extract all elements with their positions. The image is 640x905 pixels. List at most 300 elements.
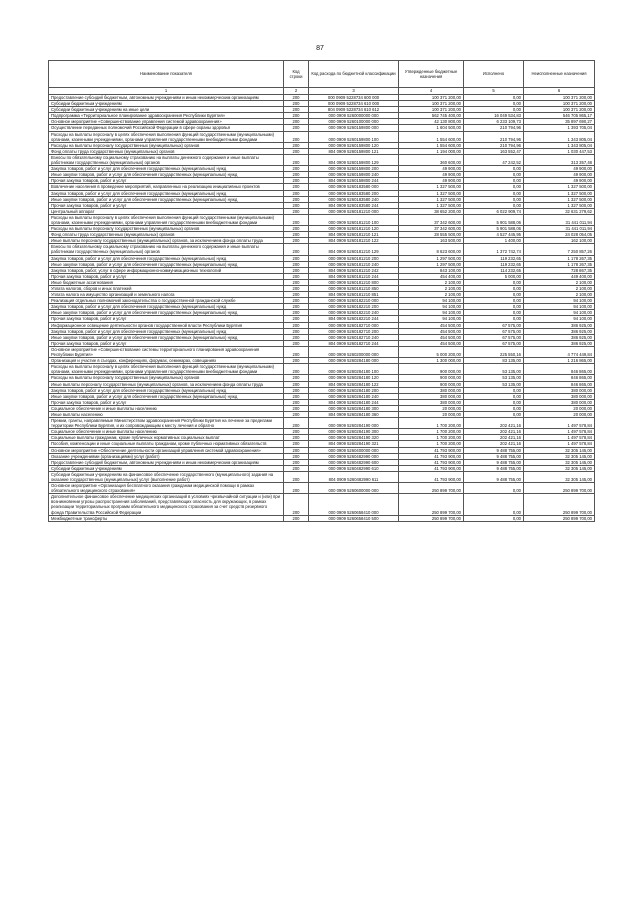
row-budget-code: 804 0909 5260181210 129 [309, 244, 399, 255]
row-budget-code: 000 0909 5260181210 850 [309, 286, 399, 292]
table-row [49, 471, 595, 482]
row-approved: 1 327 500,00 [399, 202, 464, 208]
row-name: Взносы по обязательному социальному страхованию на выплаты денежного содержания и иные выплаты работникам государственных (муниципальных) органов [49, 154, 284, 165]
row-approved: 360 600,00 [399, 154, 464, 165]
column-number: 2 [284, 88, 309, 95]
table-body [49, 95, 595, 522]
row-executed: 0,00 [464, 279, 524, 285]
row-name: Премии, гранты, направляемые Министерством здравоохранения Республики Бурятия на лечение за пределами территории Республики Бурятия, и их сопровождающим к месту лечения и обратно [49, 418, 284, 429]
row-budget-code: 000 0909 5260482990 610 [309, 465, 399, 471]
table-header-row [49, 61, 595, 88]
row-unexecuted: 32 305 145,00 [524, 471, 595, 482]
row-executed: 67 575,00 [464, 322, 524, 328]
row-executed: 0,00 [464, 95, 524, 101]
row-unexecuted: 846 865,00 [524, 375, 595, 381]
row-name: Расходы на выплаты персоналу в целях обеспечения выполнения функций государственными (муниципальными) органами, казенными учреждениями, органами управления государственными внебюджетными фондами [49, 214, 284, 225]
row-budget-code: 000 0909 5260182710 240 [309, 334, 399, 340]
row-line-code: 200 [284, 453, 309, 459]
row-executed: 1 400,00 [464, 238, 524, 244]
row-line-code: 200 [284, 232, 309, 238]
row-name: Вовлечение населения в проведение мероприятий, направленных на реализацию инициативных проектов [49, 184, 284, 190]
row-unexecuted: 1 216 865,00 [524, 358, 595, 364]
row-unexecuted: 1 327 500,00 [524, 196, 595, 202]
row-name: Иные закупки товаров, работ и услуг для обеспечения государственных (муниципальных) нужд [49, 261, 284, 267]
row-approved: 1 554 600,00 [399, 131, 464, 142]
row-executed: 0,00 [464, 316, 524, 322]
table-row [49, 494, 595, 515]
row-approved: 38 652 200,00 [399, 208, 464, 214]
row-line-code: 200 [284, 358, 309, 364]
row-name: Подпрограмма «Территориальное планирование здравоохранения Республики Бурятия» [49, 113, 284, 119]
row-unexecuted: 1 393 705,04 [524, 125, 595, 131]
row-approved: 900 000,00 [399, 375, 464, 381]
row-executed: 9 488 755,00 [464, 465, 524, 471]
row-executed: 210 794,96 [464, 131, 524, 142]
row-executed: 0,00 [464, 101, 524, 107]
row-budget-code: 000 0909 5228734 610 000 [309, 101, 399, 107]
row-unexecuted: 24 028 054,05 [524, 232, 595, 238]
row-unexecuted: 386 925,00 [524, 322, 595, 328]
header-executed: Исполнено [464, 61, 524, 88]
row-line-code: 200 [284, 255, 309, 261]
row-budget-code: 000 0909 5260284180 000 [309, 358, 399, 364]
row-executed: 0,00 [464, 310, 524, 316]
row-unexecuted: 31 441 011,94 [524, 226, 595, 232]
row-unexecuted: 313 357,48 [524, 154, 595, 165]
row-approved: 49 900,00 [399, 166, 464, 172]
row-approved: 49 900,00 [399, 172, 464, 178]
row-line-code: 200 [284, 184, 309, 190]
row-approved: 843 100,00 [399, 267, 464, 273]
row-name: Осуществление переданных полномочий Российской Федерации в сфере охраны здоровья [49, 125, 284, 131]
row-unexecuted: 7 250 857,26 [524, 244, 595, 255]
row-unexecuted: 1 327 500,00 [524, 202, 595, 208]
header-unexecuted: Неисполненные назначения [524, 61, 595, 88]
row-line-code: 200 [284, 273, 309, 279]
row-approved: 37 342 600,00 [399, 214, 464, 225]
row-name: Прочая закупка товаров, работ и услуг [49, 399, 284, 405]
row-executed: 202 421,16 [464, 429, 524, 435]
row-budget-code: 804 0909 5260182210 244 [309, 316, 399, 322]
row-budget-code: 000 0909 5260181210 800 [309, 279, 399, 285]
row-approved: 1 700 200,00 [399, 435, 464, 441]
row-name: Фонд оплаты труда государственных (муниципальных) органов [49, 232, 284, 238]
row-executed: 0,00 [464, 483, 524, 494]
row-executed: 9 488 755,00 [464, 453, 524, 459]
column-number: 5 [464, 88, 524, 95]
row-unexecuted: 94 100,00 [524, 298, 595, 304]
row-name: Прочая закупка товаров, работ и услуг [49, 316, 284, 322]
row-line-code: 200 [284, 515, 309, 521]
row-executed: 67 575,00 [464, 340, 524, 346]
row-executed: 1 372 742,74 [464, 244, 524, 255]
row-budget-code: 000 0909 5260284190 320 [309, 435, 399, 441]
table-row [49, 515, 595, 521]
row-budget-code: 804 0909 5260182710 244 [309, 340, 399, 346]
row-approved: 1 327 500,00 [399, 190, 464, 196]
row-name: Прочая закупка товаров, работ и услуг [49, 202, 284, 208]
row-line-code: 200 [284, 190, 309, 196]
row-approved: 1 300 000,00 [399, 358, 464, 364]
row-approved: 49 900,00 [399, 178, 464, 184]
row-executed: 5 000,00 [464, 273, 524, 279]
row-budget-code: 804 0909 5260181210 121 [309, 232, 399, 238]
row-budget-code: 000 0909 5260658410 500 [309, 515, 399, 521]
row-unexecuted: 162 100,00 [524, 238, 595, 244]
row-unexecuted: 20 000,00 [524, 411, 595, 417]
row-unexecuted: 380 000,00 [524, 399, 595, 405]
row-line-code: 200 [284, 279, 309, 285]
row-line-code: 200 [284, 429, 309, 435]
row-line-code: 200 [284, 340, 309, 346]
row-unexecuted: 250 899 700,00 [524, 515, 595, 521]
row-approved: 454 500,00 [399, 340, 464, 346]
row-unexecuted: 32 305 145,00 [524, 453, 595, 459]
row-name: Уплата налога на имущество организаций и земельного налога [49, 292, 284, 298]
row-name: Закупка товаров, работ и услуг для обеспечения государственных (муниципальных) нужд [49, 304, 284, 310]
row-budget-code: 000 0909 5260182710 200 [309, 328, 399, 334]
header-approved: Утвержденные бюджетные назначения [399, 61, 464, 88]
row-name: Взносы по обязательному социальному страхованию на выплаты денежного содержания и иные выплаты работникам государственных (муниципальных) органов [49, 244, 284, 255]
row-name: Расходы на выплаты персоналу государственных (муниципальных) органов [49, 226, 284, 232]
row-approved: 454 500,00 [399, 322, 464, 328]
row-executed: 0,00 [464, 286, 524, 292]
row-line-code: 200 [284, 459, 309, 465]
row-unexecuted: 20 000,00 [524, 405, 595, 411]
row-budget-code: 804 0909 5260284180 122 [309, 381, 399, 387]
row-unexecuted: 4 774 449,84 [524, 346, 595, 357]
row-budget-code: 000 0909 5260400000 000 [309, 447, 399, 453]
row-executed: 210 794,96 [464, 125, 524, 131]
row-executed: 225 550,16 [464, 346, 524, 357]
row-executed: 5 901 588,06 [464, 226, 524, 232]
row-executed: 202 421,16 [464, 418, 524, 429]
row-approved: 562 745 400,00 [399, 113, 464, 119]
row-executed: 6 022 909,74 [464, 208, 524, 214]
row-name: Иные закупки товаров, работ и услуг для обеспечения государственных (муниципальных) нужд [49, 196, 284, 202]
row-approved: 41 793 900,00 [399, 453, 464, 459]
row-unexecuted: 846 865,00 [524, 364, 595, 375]
table-row [49, 244, 595, 255]
page-number: 87 [316, 45, 324, 52]
row-budget-code: 804 0909 5260159800 121 [309, 148, 399, 154]
row-executed: 0,00 [464, 172, 524, 178]
row-executed: 9 488 755,00 [464, 459, 524, 465]
row-approved: 380 000,00 [399, 387, 464, 393]
row-unexecuted: 2 100,00 [524, 286, 595, 292]
row-name: Закупка товаров, работ и услуг для обеспечения государственных (муниципальных) нужд [49, 166, 284, 172]
row-approved: 2 100,00 [399, 292, 464, 298]
row-executed: 0,00 [464, 166, 524, 172]
table-row [49, 483, 595, 494]
row-budget-code: 000 0909 5260482990 000 [309, 453, 399, 459]
row-executed: 202 421,16 [464, 435, 524, 441]
row-line-code: 200 [284, 148, 309, 154]
row-budget-code: 000 0909 5260183580 240 [309, 196, 399, 202]
row-approved: 1 700 200,00 [399, 418, 464, 429]
column-number: 4 [399, 88, 464, 95]
row-executed: 0,00 [464, 515, 524, 521]
table-row [49, 131, 595, 142]
row-line-code: 200 [284, 208, 309, 214]
row-budget-code: 000 0909 5260284190 300 [309, 429, 399, 435]
row-approved: 42 130 800,00 [399, 119, 464, 125]
row-budget-code: 000 0909 5260159800 120 [309, 142, 399, 148]
row-line-code: 200 [284, 214, 309, 225]
row-budget-code: 804 0909 5260284180 360 [309, 411, 399, 417]
row-line-code: 200 [284, 441, 309, 447]
row-line-code: 200 [284, 202, 309, 208]
row-approved: 41 793 900,00 [399, 465, 464, 471]
row-executed: 202 421,16 [464, 441, 524, 447]
row-executed: 9 488 755,00 [464, 471, 524, 482]
row-name: Расходы на выплаты персоналу в целях обеспечения выполнения функций государственными (муниципальными) органами, казенными учреждениями, органами управления государственными внебюджетными фондами [49, 364, 284, 375]
column-number: 3 [309, 88, 399, 95]
row-line-code: 200 [284, 334, 309, 340]
row-approved: 100 371 200,00 [399, 107, 464, 113]
row-budget-code: 000 0909 5260284180 100 [309, 364, 399, 375]
row-line-code: 200 [284, 316, 309, 322]
row-approved: 94 100,00 [399, 298, 464, 304]
budget-table [48, 60, 595, 522]
row-unexecuted: 94 100,00 [524, 304, 595, 310]
row-budget-code: 000 0909 5260183580 000 [309, 184, 399, 190]
header-line-code: Код строки [284, 61, 309, 88]
row-unexecuted: 94 100,00 [524, 310, 595, 316]
row-unexecuted: 380 000,00 [524, 393, 595, 399]
row-budget-code: 804 0909 5260284190 321 [309, 441, 399, 447]
row-unexecuted: 35 897 690,27 [524, 119, 595, 125]
row-line-code: 200 [284, 483, 309, 494]
row-budget-code: 000 0909 5260600000 000 [309, 483, 399, 494]
row-approved: 250 899 700,00 [399, 483, 464, 494]
row-name: Пособия, компенсации и иные социальные выплаты гражданам, кроме публичных нормативных обязательств [49, 441, 284, 447]
row-approved: 1 554 600,00 [399, 142, 464, 148]
row-approved: 94 100,00 [399, 304, 464, 310]
row-approved: 250 899 700,00 [399, 494, 464, 515]
row-name: Иные закупки товаров, работ и услуг для обеспечения государственных (муниципальных) нужд [49, 172, 284, 178]
row-name: Расходы на выплаты персоналу в целях обеспечения выполнения функций государственными (муниципальными) органами, казенными учреждениями, органами управления государственными внебюджетными фондами [49, 131, 284, 142]
row-name: Иные закупки товаров, работ и услуг для обеспечения государственных (муниципальных) нужд [49, 310, 284, 316]
row-line-code: 200 [284, 178, 309, 184]
row-executed: 114 232,65 [464, 267, 524, 273]
row-executed: 210 794,96 [464, 142, 524, 148]
row-unexecuted: 100 371 200,00 [524, 107, 595, 113]
row-executed: 0,00 [464, 304, 524, 310]
table-row [49, 418, 595, 429]
row-name: Основное мероприятие «Совершенствование управления системой здравоохранения» [49, 119, 284, 125]
row-unexecuted: 250 899 700,00 [524, 494, 595, 515]
row-name: Прочая закупка товаров, работ и услуг [49, 340, 284, 346]
row-name: Иные выплаты персоналу государственных (муниципальных) органов, за исключением фонда оплаты труда [49, 238, 284, 244]
row-executed: 6 233 109,73 [464, 119, 524, 125]
row-approved: 37 342 600,00 [399, 226, 464, 232]
row-executed: 67 575,00 [464, 328, 524, 334]
row-line-code: 200 [284, 471, 309, 482]
column-number-row [49, 88, 595, 95]
row-approved: 41 793 900,00 [399, 459, 464, 465]
row-executed: 0,00 [464, 298, 524, 304]
row-budget-code: 000 0909 5260159800 100 [309, 131, 399, 142]
row-unexecuted: 32 305 145,00 [524, 465, 595, 471]
row-budget-code: 000 0909 5260284190 000 [309, 418, 399, 429]
row-unexecuted: 1 030 447,53 [524, 148, 595, 154]
row-name: Социальное обеспечение и иные выплаты населению [49, 429, 284, 435]
row-executed: 83 135,00 [464, 358, 524, 364]
row-executed: 0,00 [464, 393, 524, 399]
row-name: Расходы на выплаты персоналу государственных (муниципальных) органов [49, 142, 284, 148]
row-name: Основное мероприятие «Организация бесплатного оказания гражданам медицинской помощи в рамках обязательного медицинского страхования» [49, 483, 284, 494]
row-executed: 9 488 755,00 [464, 447, 524, 453]
row-approved: 163 500,00 [399, 238, 464, 244]
row-budget-code: 804 0909 5260284180 244 [309, 399, 399, 405]
row-executed: 163 552,47 [464, 148, 524, 154]
row-line-code: 200 [284, 405, 309, 411]
row-unexecuted: 1 497 578,84 [524, 435, 595, 441]
row-approved: 100 371 200,00 [399, 101, 464, 107]
row-approved: 900 000,00 [399, 364, 464, 375]
row-executed: 0,00 [464, 399, 524, 405]
row-unexecuted: 49 900,00 [524, 166, 595, 172]
row-line-code: 200 [284, 119, 309, 125]
row-line-code: 200 [284, 142, 309, 148]
row-line-code: 200 [284, 244, 309, 255]
row-unexecuted: 94 100,00 [524, 316, 595, 322]
row-line-code: 200 [284, 465, 309, 471]
row-name: Центральный аппарат [49, 208, 284, 214]
column-number: 6 [524, 88, 595, 95]
row-name: Закупка товаров, работ и услуг для обеспечения государственных (муниципальных) нужд [49, 387, 284, 393]
row-executed: 0,00 [464, 405, 524, 411]
row-budget-code: 000 0909 5260182710 000 [309, 322, 399, 328]
row-approved: 1 604 500,00 [399, 125, 464, 131]
row-line-code: 200 [284, 399, 309, 405]
row-executed: 0,00 [464, 292, 524, 298]
row-approved: 2 100,00 [399, 279, 464, 285]
row-budget-code: 804 0909 5260181210 122 [309, 238, 399, 244]
row-executed: 53 135,00 [464, 375, 524, 381]
row-budget-code: 000 0909 5260181210 000 [309, 208, 399, 214]
row-executed: 53 135,00 [464, 364, 524, 375]
row-budget-code: 000 0909 5260159800 000 [309, 125, 399, 131]
row-budget-code: 000 0909 5228734 600 000 [309, 95, 399, 101]
row-line-code: 200 [284, 393, 309, 399]
row-executed: 4 527 445,95 [464, 232, 524, 238]
row-line-code: 200 [284, 166, 309, 172]
row-budget-code: 000 0909 5260181210 100 [309, 214, 399, 225]
row-executed: 0,00 [464, 190, 524, 196]
row-executed: 67 575,00 [464, 334, 524, 340]
row-name: Иные выплаты персоналу государственных (муниципальных) органов, за исключением фонда оплаты труда [49, 381, 284, 387]
row-approved: 2 100,00 [399, 286, 464, 292]
row-line-code: 200 [284, 328, 309, 334]
row-budget-code: 000 0909 5260181210 200 [309, 255, 399, 261]
row-budget-code: 000 0909 5260284180 120 [309, 375, 399, 381]
table-row [49, 346, 595, 357]
row-approved: 454 500,00 [399, 328, 464, 334]
row-unexecuted: 250 899 700,00 [524, 483, 595, 494]
row-unexecuted: 100 371 200,00 [524, 95, 595, 101]
row-budget-code: 000 0909 5260181210 120 [309, 226, 399, 232]
row-name: Закупка товаров, работ, услуг в сфере информационно-коммуникационных технологий [49, 267, 284, 273]
row-approved: 1 297 500,00 [399, 261, 464, 267]
row-line-code: 200 [284, 494, 309, 515]
row-unexecuted: 2 100,00 [524, 292, 595, 298]
row-name: Предоставление субсидий бюджетным, автономным учреждениям и иным некоммерческим организациям [49, 459, 284, 465]
row-line-code: 200 [284, 101, 309, 107]
row-name: Субсидии бюджетным учреждениям [49, 101, 284, 107]
row-unexecuted: 2 100,00 [524, 279, 595, 285]
row-name: Субсидии бюджетным учреждениям на иные цели [49, 107, 284, 113]
row-name: Межбюджетные трансферты [49, 515, 284, 521]
row-budget-code: 804 0909 5260181210 242 [309, 267, 399, 273]
row-line-code: 200 [284, 95, 309, 101]
row-executed: 119 232,65 [464, 261, 524, 267]
row-unexecuted: 728 867,35 [524, 267, 595, 273]
row-name: Иные закупки товаров, работ и услуг для обеспечения государственных (муниципальных) нужд [49, 334, 284, 340]
row-unexecuted: 32 305 145,00 [524, 447, 595, 453]
row-approved: 20 000,00 [399, 405, 464, 411]
row-unexecuted: 386 925,00 [524, 334, 595, 340]
row-unexecuted: 1 327 500,00 [524, 184, 595, 190]
row-budget-code: 000 0909 5260658410 000 [309, 494, 399, 515]
header-budget-code: Код расхода по бюджетной классификации [309, 61, 399, 88]
row-line-code: 200 [284, 131, 309, 142]
row-budget-code: 000 0909 5260182210 000 [309, 298, 399, 304]
row-unexecuted: 32 305 145,00 [524, 459, 595, 465]
row-approved: 20 000,00 [399, 411, 464, 417]
row-budget-code: 000 0909 5260284180 200 [309, 387, 399, 393]
row-budget-code: 804 0909 5260159800 244 [309, 178, 399, 184]
row-approved: 1 700 200,00 [399, 441, 464, 447]
row-executed: 0,00 [464, 411, 524, 417]
row-name: Дополнительное финансовое обеспечение медицинских организаций в условиях чрезвычайной ситуации и (или) при возникновении угрозы распространения заболеваний, представляющих опасность для окружающих, в рамках реализации территориальных программ обязательного медицинского страхования за счет средств резервного фонда Правительства Российской Федерации [49, 494, 284, 515]
row-line-code: 200 [284, 125, 309, 131]
row-name: Уплата налогов, сборов и иных платежей [49, 286, 284, 292]
row-approved: 1 297 500,00 [399, 255, 464, 261]
row-unexecuted: 380 000,00 [524, 387, 595, 393]
row-line-code: 200 [284, 418, 309, 429]
row-executed: 0,00 [464, 202, 524, 208]
row-unexecuted: 1 178 267,35 [524, 255, 595, 261]
row-budget-code: 000 0909 5260000000 000 [309, 113, 399, 119]
row-unexecuted: 1 327 500,00 [524, 190, 595, 196]
row-name: Закупка товаров, работ и услуг для обеспечения государственных (муниципальных) нужд [49, 255, 284, 261]
row-unexecuted: 449 400,00 [524, 273, 595, 279]
row-approved: 1 194 000,00 [399, 148, 464, 154]
row-line-code: 200 [284, 387, 309, 393]
row-executed: 53 135,00 [464, 381, 524, 387]
row-approved: 41 793 900,00 [399, 471, 464, 482]
row-budget-code: 804 0909 5260183580 244 [309, 202, 399, 208]
row-name: Субсидии бюджетным учреждениям на финансовое обеспечение государственного (муниципального) задания на оказание государственных (муниципальных) услуг (выполнение работ) [49, 471, 284, 482]
row-name: Расходы на выплаты персоналу государственных (муниципальных) органов [49, 375, 284, 381]
header-name: Наименование показателя [49, 61, 284, 88]
row-name: Оказание учреждениями (организациями) услуг (работ) [49, 453, 284, 459]
row-line-code: 200 [284, 226, 309, 232]
row-name: Основное мероприятие «Обеспечение деятельности организаций управления системой здравоохранения» [49, 447, 284, 453]
row-approved: 94 100,00 [399, 310, 464, 316]
row-executed: 47 242,52 [464, 154, 524, 165]
row-line-code: 200 [284, 107, 309, 113]
row-line-code: 200 [284, 292, 309, 298]
row-executed: 119 232,65 [464, 255, 524, 261]
row-line-code: 200 [284, 411, 309, 417]
row-name: Основное мероприятие «Совершенствование системы территориального планирования здравоохранения Республики Бурятия» [49, 346, 284, 357]
row-name: Иные закупки товаров, работ и услуг для обеспечения государственных (муниципальных) нужд [49, 393, 284, 399]
row-approved: 5 000 200,00 [399, 346, 464, 357]
row-name: Социальное обеспечение и иные выплаты населению [49, 405, 284, 411]
